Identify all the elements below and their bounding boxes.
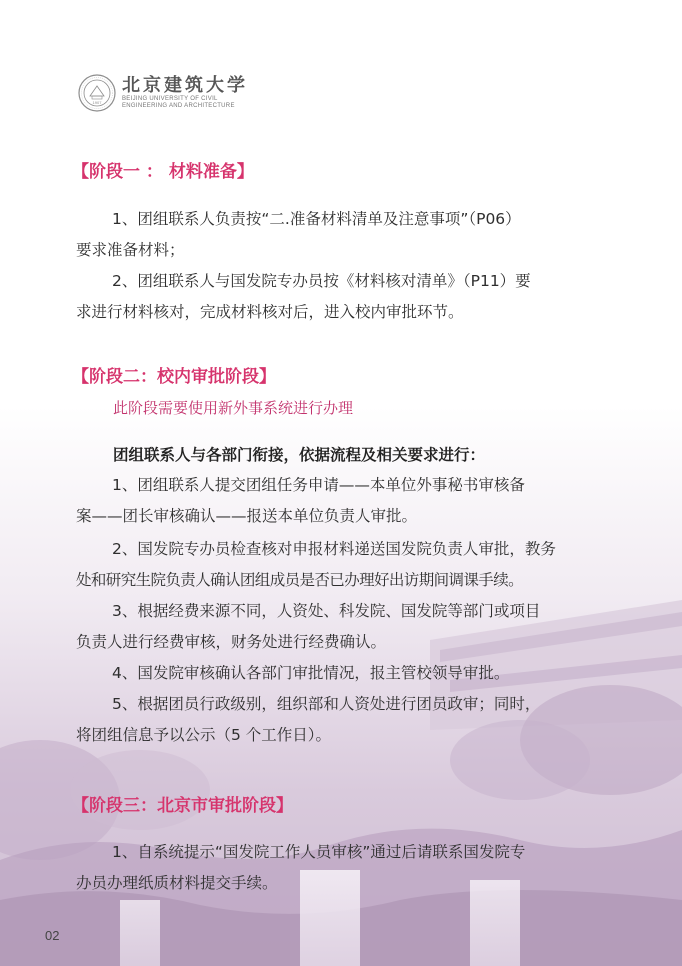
stage2-heading: 【阶段二：校内审批阶段】 [72, 367, 276, 387]
university-name-en-line1: BEIJING UNIVERSITY OF CIVIL [122, 96, 218, 102]
stage2-item-2-line2: 处和研究生院负责人确认团组成员是否已办理好出访期间调课手续。 [76, 571, 524, 589]
stage3-item-1-line1: 1、自系统提示“国发院工作人员审核”通过后请联系国发院专 [112, 843, 526, 861]
stage2-item-1-line2: 案——团长审核确认——报送本单位负责人审批。 [76, 507, 418, 525]
stage1-item-1-line1: 1、团组联系人负责按“二.准备材料清单及注意事项”（P06） [112, 210, 521, 228]
svg-text:1907: 1907 [92, 100, 102, 105]
stage2-item-2-line1: 2、国发院专办员检查核对申报材料递送国发院负责人审批，教务 [112, 540, 556, 558]
stage2-item-4-line1: 4、国发院审核确认各部门审批情况，报主管校领导审批。 [112, 664, 510, 682]
university-name-en-line2: ENGINEERING AND ARCHITECTURE [122, 103, 235, 109]
stage2-subheading: 团组联系人与各部门衔接，依据流程及相关要求进行： [113, 446, 486, 464]
stage1-item-1 [76, 204, 608, 266]
stage2-item-1 [76, 470, 608, 532]
stage2-item-3-line2: 负责人进行经费审核，财务处进行经费确认。 [76, 633, 387, 651]
stage3-item-1-line2: 办员办理纸质材料提交手续。 [76, 874, 278, 892]
university-seal-icon [78, 74, 116, 112]
stage1-item-1-line2: 要求准备材料； [76, 241, 185, 259]
stage1-item-2-line2: 求进行材料核对，完成材料核对后，进入校内审批环节。 [76, 303, 464, 321]
stage2-item-4 [76, 658, 608, 689]
stage2-item-3-line1: 3、根据经费来源不同，人资处、科发院、国发院等部门或项目 [112, 602, 541, 620]
university-logo [78, 74, 248, 112]
stage1-item-2 [76, 266, 608, 328]
stage1-heading: 【阶段一 ： 材料准备】 [72, 162, 254, 182]
stage2-item-3 [76, 596, 608, 658]
stage1-item-2-line1: 2、团组联系人与国发院专办员按《材料核对清单》（P11）要 [112, 272, 531, 290]
stage3-heading: 【阶段三：北京市审批阶段】 [72, 796, 293, 816]
stage2-item-1-line1: 1、团组联系人提交团组任务申请——本单位外事秘书审核备 [112, 476, 525, 494]
stage2-item-5-line1: 5、根据团员行政级别，组织部和人资处进行团员政审；同时， [112, 695, 541, 713]
page-number: 02 [45, 928, 60, 943]
stage2-item-2 [76, 534, 608, 596]
university-name-cn: 北京建筑大学 [122, 75, 248, 96]
stage2-item-5 [76, 689, 608, 751]
stage2-item-5-line2: 将团组信息予以公示（5 个工作日）。 [76, 726, 332, 744]
stage3-item-1 [76, 837, 608, 899]
stage2-note: 此阶段需要使用新外事系统进行办理 [113, 399, 354, 417]
